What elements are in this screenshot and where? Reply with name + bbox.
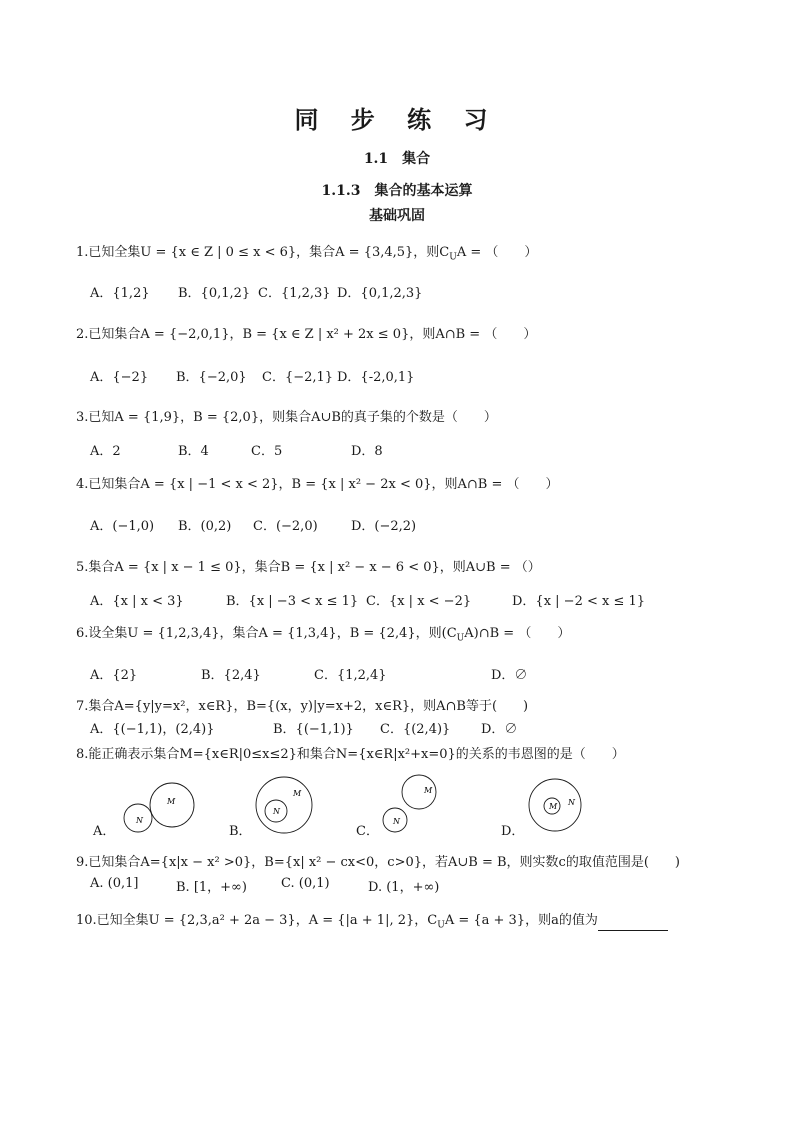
answer-blank[interactable]	[598, 918, 668, 931]
subscript: U	[437, 920, 445, 931]
option-c: C．5	[251, 444, 283, 459]
venn-diagram-d	[527, 778, 585, 834]
subsection-heading: 1.1.3 集合的基本运算	[321, 183, 473, 199]
question-text: 10.已知全集U = {2,3,a² + 2a − 3}，A = {|a + 1|, 2}，C	[76, 913, 438, 928]
option-a: A．{2}	[90, 668, 138, 683]
option-c: C．	[356, 824, 379, 839]
option-c: C．{x | x < −2}	[366, 594, 472, 609]
option-a: A．2	[90, 444, 121, 459]
option-b: B．{x | −3 < x ≤ 1}	[226, 594, 359, 609]
section-heading: 1.1 集合	[363, 151, 431, 167]
option-b: B. [1，+∞)	[176, 880, 247, 895]
label-n: N	[393, 817, 400, 826]
label-n: N	[273, 807, 280, 816]
label-n: N	[568, 798, 575, 807]
question-text: 1.已知全集U = {x ∈ Z | 0 ≤ x < 6}，集合A = {3,4,5}，则C	[76, 245, 450, 260]
question-3: 3.已知A = {1,9}，B = {2,0}，则集合A∪B的真子集的个数是（ ）	[76, 410, 497, 425]
subscript: U	[456, 633, 465, 644]
question-9: 9.已知集合A={x|x − x² >0}，B={x| x² − cx<0，c>0}，若A∪B = B，则实数c的取值范围是( )	[76, 855, 680, 870]
label-n: N	[136, 816, 143, 825]
question-text-tail: A = {a + 3}，则a的值为	[444, 913, 598, 928]
label-m: M	[424, 786, 433, 795]
option-b: B．	[229, 824, 252, 839]
option-a: A．	[93, 824, 116, 839]
venn-diagram-b	[253, 776, 317, 836]
question-7: 7.集合A={y|y=x²，x∈R}，B={(x，y)|y=x+2，x∈R}，则A∩B等于( )	[76, 699, 529, 714]
option-b: B．{−2,0}	[176, 370, 247, 385]
level-heading: 基础巩固	[369, 208, 425, 224]
page-title: 同 步 练 习	[294, 106, 500, 134]
option-a: A. (0,1]	[90, 876, 139, 891]
label-m: M	[549, 802, 558, 811]
question-6	[76, 622, 570, 644]
option-c: C．{−2,1}	[262, 370, 334, 385]
question-4: 4.已知集合A = {x | −1 < x < 2}，B = {x | x² − 2x < 0}，则A∩B = （ ）	[76, 477, 559, 492]
option-a: A．{−2}	[90, 370, 149, 385]
venn-diagram-c	[380, 774, 444, 834]
question-text-tail: A)∩B = （ ）	[464, 626, 571, 641]
option-b: B．(0,2)	[178, 519, 232, 534]
option-b: B．4	[178, 444, 209, 459]
option-b: B．{(−1,1)}	[273, 722, 354, 737]
question-text: 6.设全集U = {1,2,3,4}，集合A = {1,3,4}，B = {2,4}，则(C	[76, 626, 457, 641]
option-d: D．∅	[491, 668, 528, 683]
option-d: D．(−2,2)	[351, 519, 417, 534]
question-2: 2.已知集合A = {−2,0,1}，B = {x ∈ Z | x² + 2x ≤ 0}，则A∩B = （ ）	[76, 327, 537, 342]
option-c: C. (0,1)	[281, 876, 330, 891]
question-10	[76, 909, 668, 931]
option-a: A．{1,2}	[90, 286, 150, 301]
question-text-tail: A = （ ）	[456, 245, 538, 260]
option-a: A．(−1,0)	[90, 519, 155, 534]
label-m: M	[167, 797, 176, 806]
option-c: C．{(2,4)}	[380, 722, 451, 737]
option-d: D．{x | −2 < x ≤ 1}	[512, 594, 646, 609]
option-d: D．	[501, 824, 525, 839]
option-b: B．{0,1,2}	[178, 286, 251, 301]
question-8: 8.能正确表示集合M={x∈R|0≤x≤2}和集合N={x∈R|x²+x=0}的关系的韦恩图的是（ ）	[76, 747, 625, 762]
option-d: D．{0,1,2,3}	[337, 286, 423, 301]
option-d: D. (1，+∞)	[368, 880, 440, 895]
option-d: D．{-2,0,1}	[337, 370, 415, 385]
question-1	[76, 241, 537, 263]
circle-m	[256, 777, 312, 833]
option-c: C．{1,2,3}	[258, 286, 331, 301]
option-c: C．(−2,0)	[253, 519, 318, 534]
question-5: 5.集合A = {x | x − 1 ≤ 0}，集合B = {x | x² − x − 6 < 0}，则A∪B = （）	[76, 560, 541, 575]
subscript: U	[449, 252, 457, 263]
label-m: M	[293, 789, 302, 798]
venn-diagram-a	[120, 782, 200, 836]
option-a: A．{x | x < 3}	[90, 594, 184, 609]
option-a: A．{(−1,1)，(2,4)}	[90, 722, 215, 737]
option-d: D．8	[351, 444, 383, 459]
option-d: D．∅	[481, 722, 518, 737]
option-b: B．{2,4}	[201, 668, 261, 683]
option-c: C．{1,2,4}	[314, 668, 387, 683]
